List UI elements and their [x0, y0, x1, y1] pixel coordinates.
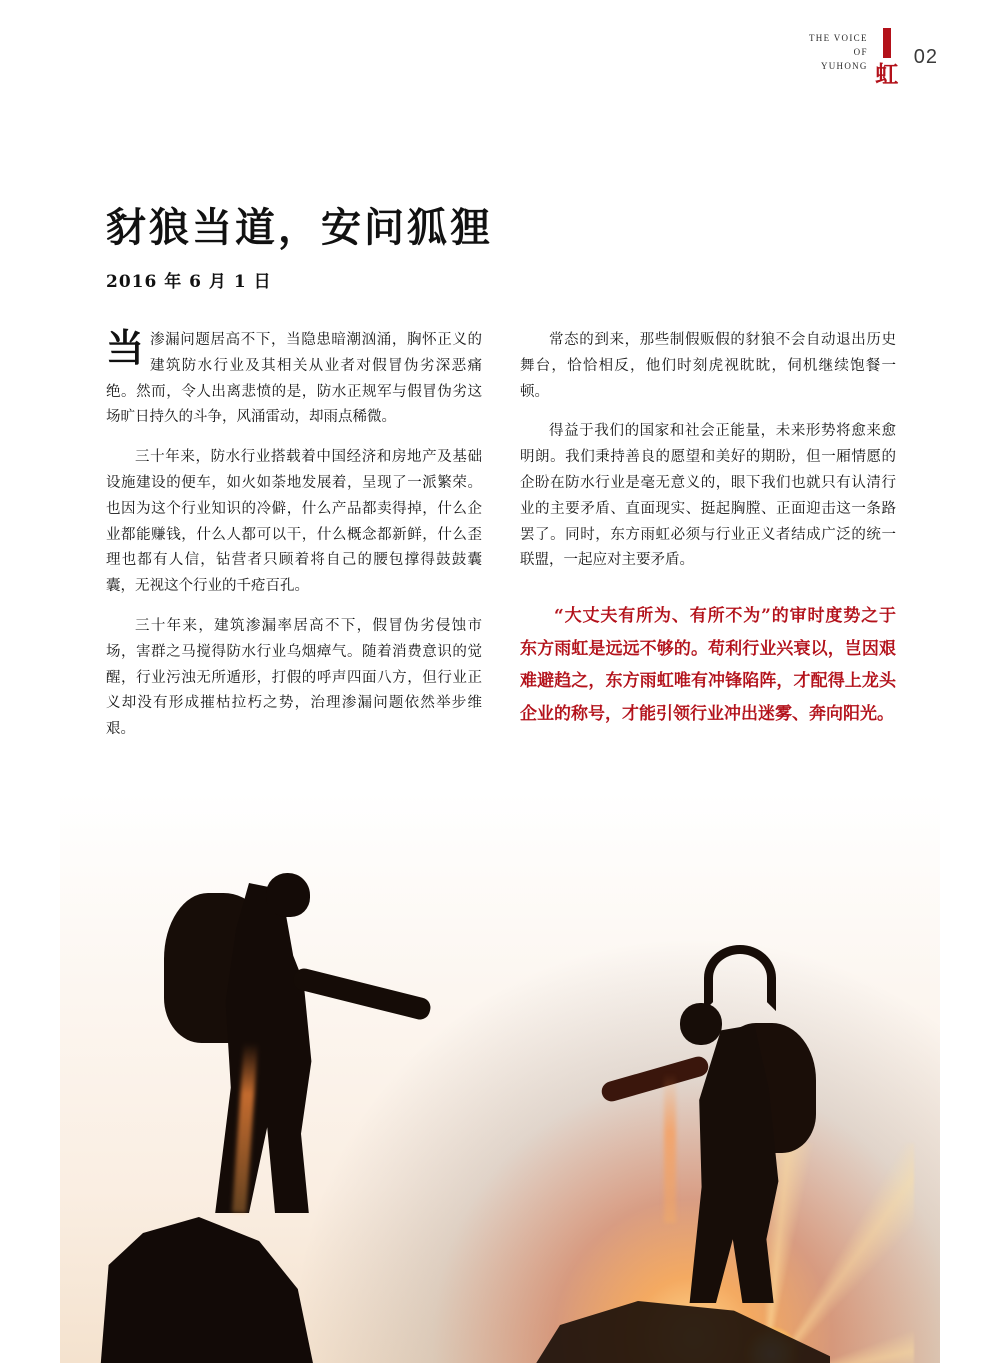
- masthead-line-2: OF: [853, 46, 868, 57]
- paragraph: [106, 325, 482, 431]
- article-date: 2016 年 6 月 1 日: [106, 272, 272, 292]
- masthead-english: [809, 28, 868, 74]
- paragraph-text: 渗漏问题居高不下，当隐患暗潮汹涌，胸怀正义的建筑防水行业及其相关从业者对假冒伪劣深恶痛绝。然而，令人出离悲愤的是，防水正规军与假冒伪劣这场旷日持久的斗争，风涌雷动，却雨点稀微。: [106, 332, 482, 426]
- title-block: [106, 205, 493, 292]
- masthead: [808, 28, 900, 88]
- arm-left: [291, 966, 432, 1021]
- page-number: 02: [913, 46, 938, 68]
- head-right: [680, 1003, 722, 1045]
- left-column: [106, 325, 482, 797]
- rim-light-right: [664, 1073, 676, 1223]
- article-photo: [0, 743, 1000, 1363]
- highlight-quote: “大丈夫有所为、有所不为”的审时度势之于东方雨虹是远远不够的。苟利行业兴衰以，岂因艰难避趋之，东方雨虹唯有冲锋陷阵，才配得上龙头企业的称号，才能引领行业冲出迷雾、奔向阳光。: [520, 606, 896, 725]
- paragraph: 常态的到来，那些制假贩假的豺狼不会自动退出历史舞台，恰恰相反，他们时刻虎视眈眈，伺机继续饱餐一顿。: [520, 332, 896, 400]
- masthead-glyph: 虹: [875, 61, 899, 88]
- paragraph: 得益于我们的国家和社会正能量，未来形势将愈来愈明朗。我们秉持善良的愿望和美好的期盼，但一厢情愿的企盼在防水行业是毫无意义的，眼下我们也就只有认清行业的主要矛盾、直面现实、挺起胸膛、正面迎击这一条路罢了。同时，东方雨虹必须与行业正义者结成广泛的统一联盟，一起应对主要矛盾。: [520, 423, 896, 569]
- masthead-bar: [883, 28, 891, 58]
- masthead-logo-icon: [874, 28, 900, 88]
- masthead-line-3: YUHONG: [820, 60, 868, 71]
- arm-right: [599, 1054, 710, 1104]
- right-column: [520, 328, 896, 797]
- page-title: 豺狼当道，安问狐狸: [106, 204, 493, 251]
- drop-cap: 当: [106, 325, 145, 370]
- pack-loop-right: [704, 945, 776, 1011]
- photo-scene: [60, 743, 940, 1363]
- page-header: [808, 28, 938, 88]
- paragraph: 三十年来，建筑渗漏率居高不下，假冒伪劣侵蚀市场，害群之马搅得防水行业乌烟瘴气。随着消费意识的觉醒，行业污浊无所遁形，打假的呼声四面八方，但行业正义却没有形成摧枯拉朽之势，治理渗漏问题依然举步维艰。: [106, 617, 482, 738]
- climber-left-silhouette: [150, 793, 450, 1213]
- climber-right-silhouette: [620, 903, 880, 1303]
- article-body: [106, 325, 896, 797]
- masthead-line-1: THE VOICE: [808, 33, 868, 43]
- paragraph: 三十年来，防水行业搭载着中国经济和房地产及基础设施建设的便车，如火如荼地发展着，呈现了一派繁荣。也因为这个行业知识的冷僻，什么产品都卖得掉，什么企业都能赚钱，什么人都可以干，什么概念都新鲜，什么歪理也都有人信，钻营者只顾着将自己的腰包撑得鼓鼓囊囊，无视这个行业的千疮百孔。: [106, 449, 482, 595]
- head-left: [266, 873, 310, 917]
